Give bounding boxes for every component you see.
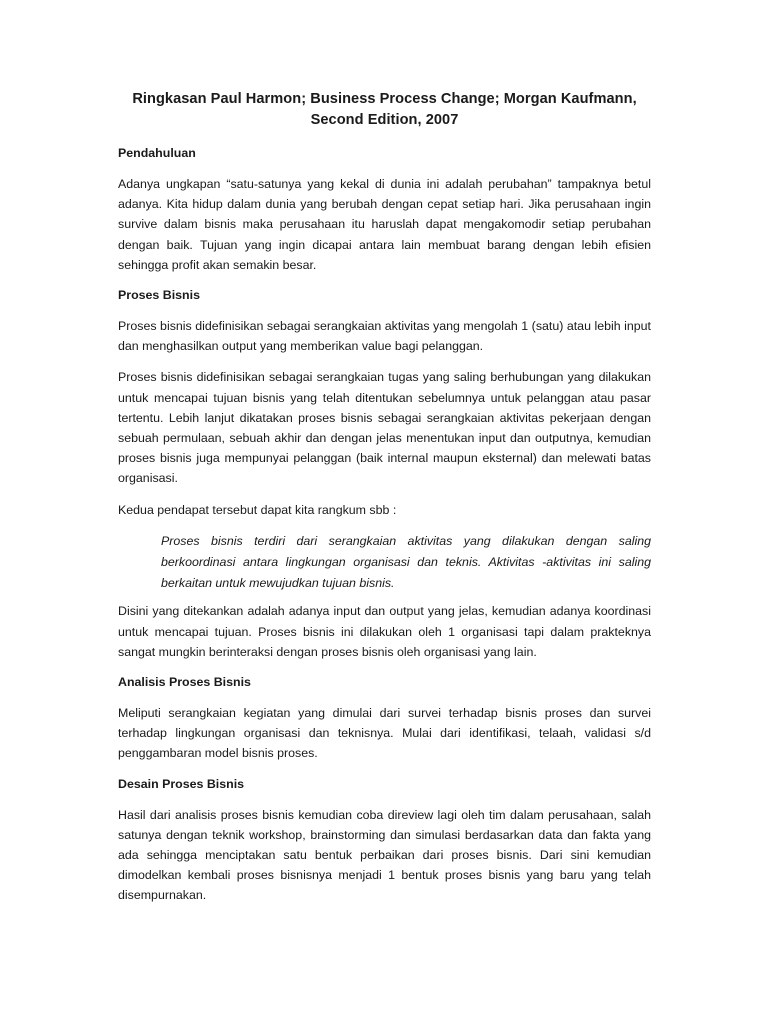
quote-block: Proses bisnis terdiri dari serangkaian aktivitas yang dilakukan dengan saling berkoordinasi antara lingkungan organisasi dan teknis. Aktivitas -aktivitas ini saling berkaitan untuk mewujudkan tujuan bisnis. <box>161 533 651 591</box>
document-title: Ringkasan Paul Harmon; Business Process Change; Morgan Kaufmann, Second Edition, 2007 <box>132 91 637 128</box>
paragraph: Kedua pendapat tersebut dapat kita rangkum sbb : <box>118 502 397 517</box>
paragraph: Proses bisnis didefinisikan sebagai serangkaian tugas yang saling berhubungan yang dilakukan untuk mencapai tujuan bisnis yang telah ditentukan sebelumnya untuk pelanggan atau pasar tertentu. Lebih lanjut dikatakan proses bisnis sebagai serangkaian aktivitas pekerjaan dengan sebuah permulaan, sebuah akhir dan dengan jelas menentukan input dan outputnya, kemudian proses bisnis juga mempunyai pelanggan (baik internal maupun eksternal) dan melewati batas organisasi. <box>118 370 651 486</box>
paragraph: Adanya ungkapan “satu-satunya yang kekal di dunia ini adalah perubahan” tampaknya betul adanya. Kita hidup dalam dunia yang berubah dengan cepat setiap hari. Jika perusahaan ingin survive dalam bisnis maka perusahaan itu haruslah dapat mengakomodir setiap perubahan dengan baik. Tujuan yang ingin dicapai antara lain membuat barang dengan lebih efisien sehingga profit akan semakin besar. <box>118 177 651 272</box>
paragraph: Hasil dari analisis proses bisnis kemudian coba direview lagi oleh tim dalam perusahaan, salah satunya dengan teknik workshop, brainstorming dan simulasi berdasarkan data dan fakta yang ada sehingga menciptakan satu bentuk perbaikan dari proses bisnis. Dari sini kemudian dimodelkan kembali proses bisnisnya menjadi 1 bentuk proses bisnis yang baru yang telah disempurnakan. <box>118 807 651 903</box>
section-heading-desain-proses-bisnis: Desain Proses Bisnis <box>118 776 245 791</box>
paragraph: Proses bisnis didefinisikan sebagai serangkaian aktivitas yang mengolah 1 (satu) atau lebih input dan menghasilkan output yang memberikan value bagi pelanggan. <box>118 319 651 354</box>
section-heading-pendahuluan: Pendahuluan <box>118 146 196 160</box>
section-heading-analisis-proses-bisnis: Analisis Proses Bisnis <box>118 675 251 690</box>
paragraph: Disini yang ditekankan adalah adanya input dan output yang jelas, kemudian adanya koordinasi untuk mencapai tujuan. Proses bisnis ini dilakukan oleh 1 organisasi tapi dalam prakteknya sangat mungkin berinteraksi dengan proses bisnis oleh organisasi yang lain. <box>118 604 651 659</box>
paragraph: Meliputi serangkaian kegiatan yang dimulai dari survei terhadap bisnis proses dan survei terhadap lingkungan organisasi dan teknisnya. Mulai dari identifikasi, telaah, validasi s/d penggambaran model bisnis proses. <box>118 706 651 761</box>
section-heading-proses-bisnis: Proses Bisnis <box>118 288 200 303</box>
